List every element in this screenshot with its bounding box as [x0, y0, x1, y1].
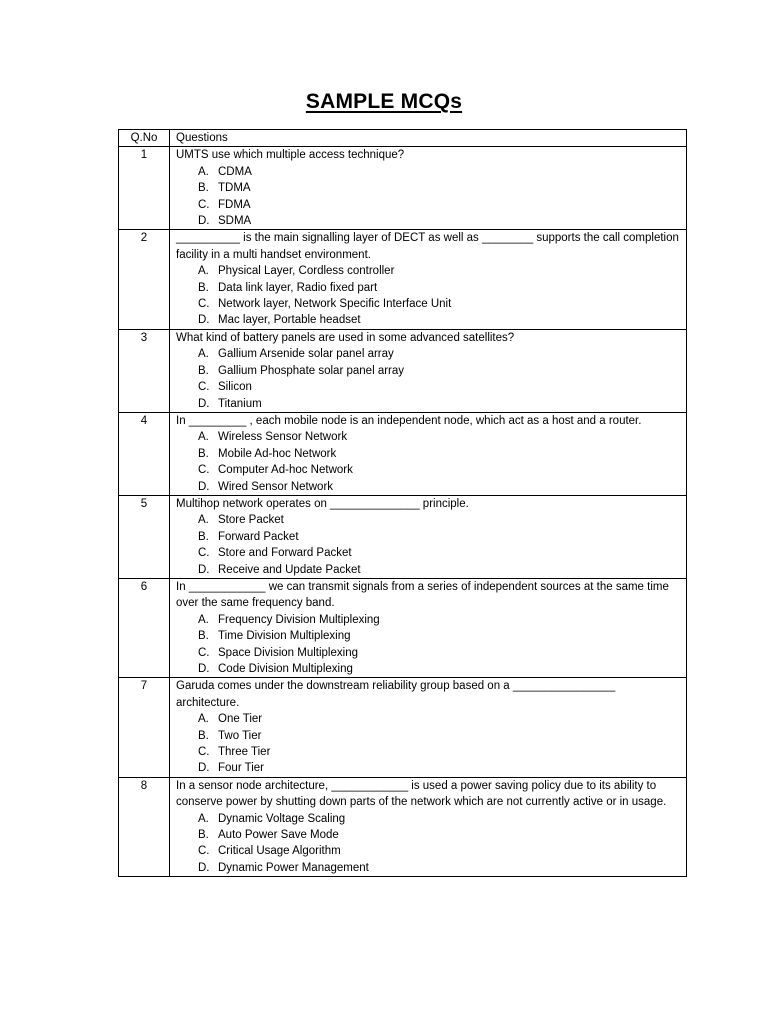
question-text: UMTS use which multiple access technique? — [176, 149, 405, 162]
option-letter: B. — [198, 364, 209, 377]
question-cell — [170, 578, 687, 677]
option-text: Computer Ad-hoc Network — [218, 464, 353, 477]
option-text: One Tier — [218, 713, 263, 726]
option-letter: B. — [198, 447, 209, 460]
answer-option — [176, 612, 680, 628]
question-text: What kind of battery panels are used in some advanced satellites? — [176, 331, 515, 344]
option-letter: C. — [198, 198, 210, 211]
header-questions: Questions — [170, 130, 687, 147]
option-text: Store Packet — [218, 514, 284, 527]
option-letter: B. — [198, 281, 209, 294]
option-text: Critical Usage Algorithm — [218, 845, 341, 858]
question-number: 4 — [119, 412, 170, 495]
option-text: CDMA — [218, 165, 252, 178]
question-text: In ____________ we can transmit signals from a series of independent sources at the same time over the same frequency band. — [176, 580, 669, 610]
option-letter: B. — [198, 182, 209, 195]
answer-option — [176, 346, 680, 362]
question-row — [119, 329, 687, 412]
option-text: Two Tier — [218, 729, 262, 742]
option-text: Forward Packet — [218, 530, 299, 543]
option-text: Physical Layer, Cordless controller — [218, 265, 395, 278]
option-letter: C. — [198, 746, 210, 759]
answer-option — [176, 462, 680, 478]
answer-option — [176, 545, 680, 561]
answer-option — [176, 280, 680, 296]
answer-option — [176, 312, 680, 328]
option-text: Receive and Update Packet — [218, 563, 361, 576]
option-text: Time Division Multiplexing — [218, 630, 351, 643]
option-text: SDMA — [218, 215, 252, 228]
question-text: Garuda comes under the downstream reliability group based on a ________________ architecture. — [176, 680, 616, 709]
question-number: 6 — [119, 578, 170, 677]
option-text: Three Tier — [218, 746, 271, 759]
option-letter: C. — [198, 464, 210, 477]
option-text: FDMA — [218, 198, 251, 211]
answer-option — [176, 213, 680, 229]
option-letter: A. — [198, 713, 209, 726]
question-number: 8 — [119, 777, 170, 876]
option-letter: B. — [198, 829, 209, 842]
option-text: Four Tier — [218, 762, 265, 775]
option-letter: D. — [198, 314, 210, 327]
option-text: Auto Power Save Mode — [218, 829, 339, 842]
answer-option — [176, 429, 680, 445]
question-cell — [170, 230, 687, 329]
question-row — [119, 230, 687, 329]
answer-option — [176, 562, 680, 578]
option-letter: D. — [198, 215, 210, 228]
option-text: Dynamic Power Management — [218, 861, 369, 874]
option-letter: C. — [198, 381, 210, 394]
mcq-body — [119, 147, 687, 877]
option-letter: A. — [198, 348, 209, 361]
option-text: Store and Forward Packet — [218, 547, 352, 560]
question-cell — [170, 777, 687, 876]
answer-option — [176, 661, 680, 677]
question-number: 7 — [119, 678, 170, 777]
option-letter: D. — [198, 762, 210, 775]
answer-option — [176, 263, 680, 279]
question-row — [119, 412, 687, 495]
answer-option — [176, 479, 680, 495]
table-header-row — [119, 130, 687, 147]
option-letter: A. — [198, 431, 209, 444]
answer-option — [176, 396, 680, 412]
answer-option — [176, 164, 680, 180]
question-text: Multihop network operates on ______________ principle. — [176, 497, 469, 510]
answer-option — [176, 363, 680, 379]
question-cell — [170, 147, 687, 230]
option-letter: B. — [198, 630, 209, 643]
question-row — [119, 678, 687, 777]
option-letter: D. — [198, 861, 210, 874]
option-letter: A. — [198, 613, 209, 626]
question-cell — [170, 329, 687, 412]
option-letter: A. — [198, 165, 209, 178]
option-letter: C. — [198, 646, 210, 659]
question-number: 3 — [119, 329, 170, 412]
option-text: TDMA — [218, 182, 251, 195]
option-text: Frequency Division Multiplexing — [218, 613, 380, 626]
option-text: Silicon — [218, 381, 252, 394]
option-letter: A. — [198, 514, 209, 527]
option-letter: C. — [198, 845, 210, 858]
option-text: Gallium Arsenide solar panel array — [218, 348, 394, 361]
answer-option — [176, 728, 680, 744]
option-letter: C. — [198, 547, 210, 560]
question-number: 5 — [119, 495, 170, 578]
mcq-table — [118, 129, 687, 877]
answer-option — [176, 296, 680, 312]
option-text: Space Division Multiplexing — [218, 646, 358, 659]
option-text: Data link layer, Radio fixed part — [218, 281, 378, 294]
question-text: In a sensor node architecture, ____________ is used a power saving policy due to its ability to conserve power by shutting down parts of the network which are not currently active or in usage. — [176, 779, 667, 809]
question-number: 2 — [119, 230, 170, 329]
option-text: Gallium Phosphate solar panel array — [218, 364, 405, 377]
answer-option — [176, 827, 680, 843]
option-text: Wired Sensor Network — [218, 480, 334, 493]
option-letter: D. — [198, 480, 210, 493]
option-text: Titanium — [218, 397, 262, 410]
answer-option — [176, 180, 680, 196]
option-text: Mac layer, Portable headset — [218, 314, 361, 327]
question-cell — [170, 678, 687, 777]
answer-option — [176, 512, 680, 528]
answer-option — [176, 645, 680, 661]
answer-option — [176, 744, 680, 760]
question-number: 1 — [119, 147, 170, 230]
option-letter: A. — [198, 812, 209, 825]
question-row — [119, 578, 687, 677]
option-text: Network layer, Network Specific Interface Unit — [218, 298, 452, 311]
page-title: SAMPLE MCQs — [305, 90, 463, 113]
question-cell — [170, 495, 687, 578]
option-letter: B. — [198, 729, 209, 742]
question-text: In _________ , each mobile node is an independent node, which act as a host and a router. — [176, 414, 642, 427]
answer-option — [176, 760, 680, 776]
option-letter: C. — [198, 298, 210, 311]
answer-option — [176, 379, 680, 395]
question-cell — [170, 412, 687, 495]
question-row — [119, 147, 687, 230]
option-letter: B. — [198, 530, 209, 543]
question-row — [119, 495, 687, 578]
option-letter: D. — [198, 663, 210, 675]
answer-option — [176, 811, 680, 827]
option-text: Dynamic Voltage Scaling — [218, 812, 346, 825]
option-letter: A. — [198, 265, 209, 278]
answer-option — [176, 711, 680, 727]
answer-option — [176, 860, 680, 876]
option-text: Wireless Sensor Network — [218, 431, 348, 444]
answer-option — [176, 446, 680, 462]
header-qno: Q.No — [119, 130, 170, 147]
option-letter: D. — [198, 563, 210, 576]
option-text: Code Division Multiplexing — [218, 663, 353, 675]
option-letter: D. — [198, 397, 210, 410]
answer-option — [176, 529, 680, 545]
answer-option — [176, 628, 680, 644]
option-text: Mobile Ad-hoc Network — [218, 447, 337, 460]
answer-option — [176, 197, 680, 213]
answer-option — [176, 843, 680, 859]
question-text: __________ is the main signalling layer of DECT as well as ________ supports the call completion facility in a multi handset environment. — [176, 232, 679, 261]
question-row — [119, 777, 687, 876]
